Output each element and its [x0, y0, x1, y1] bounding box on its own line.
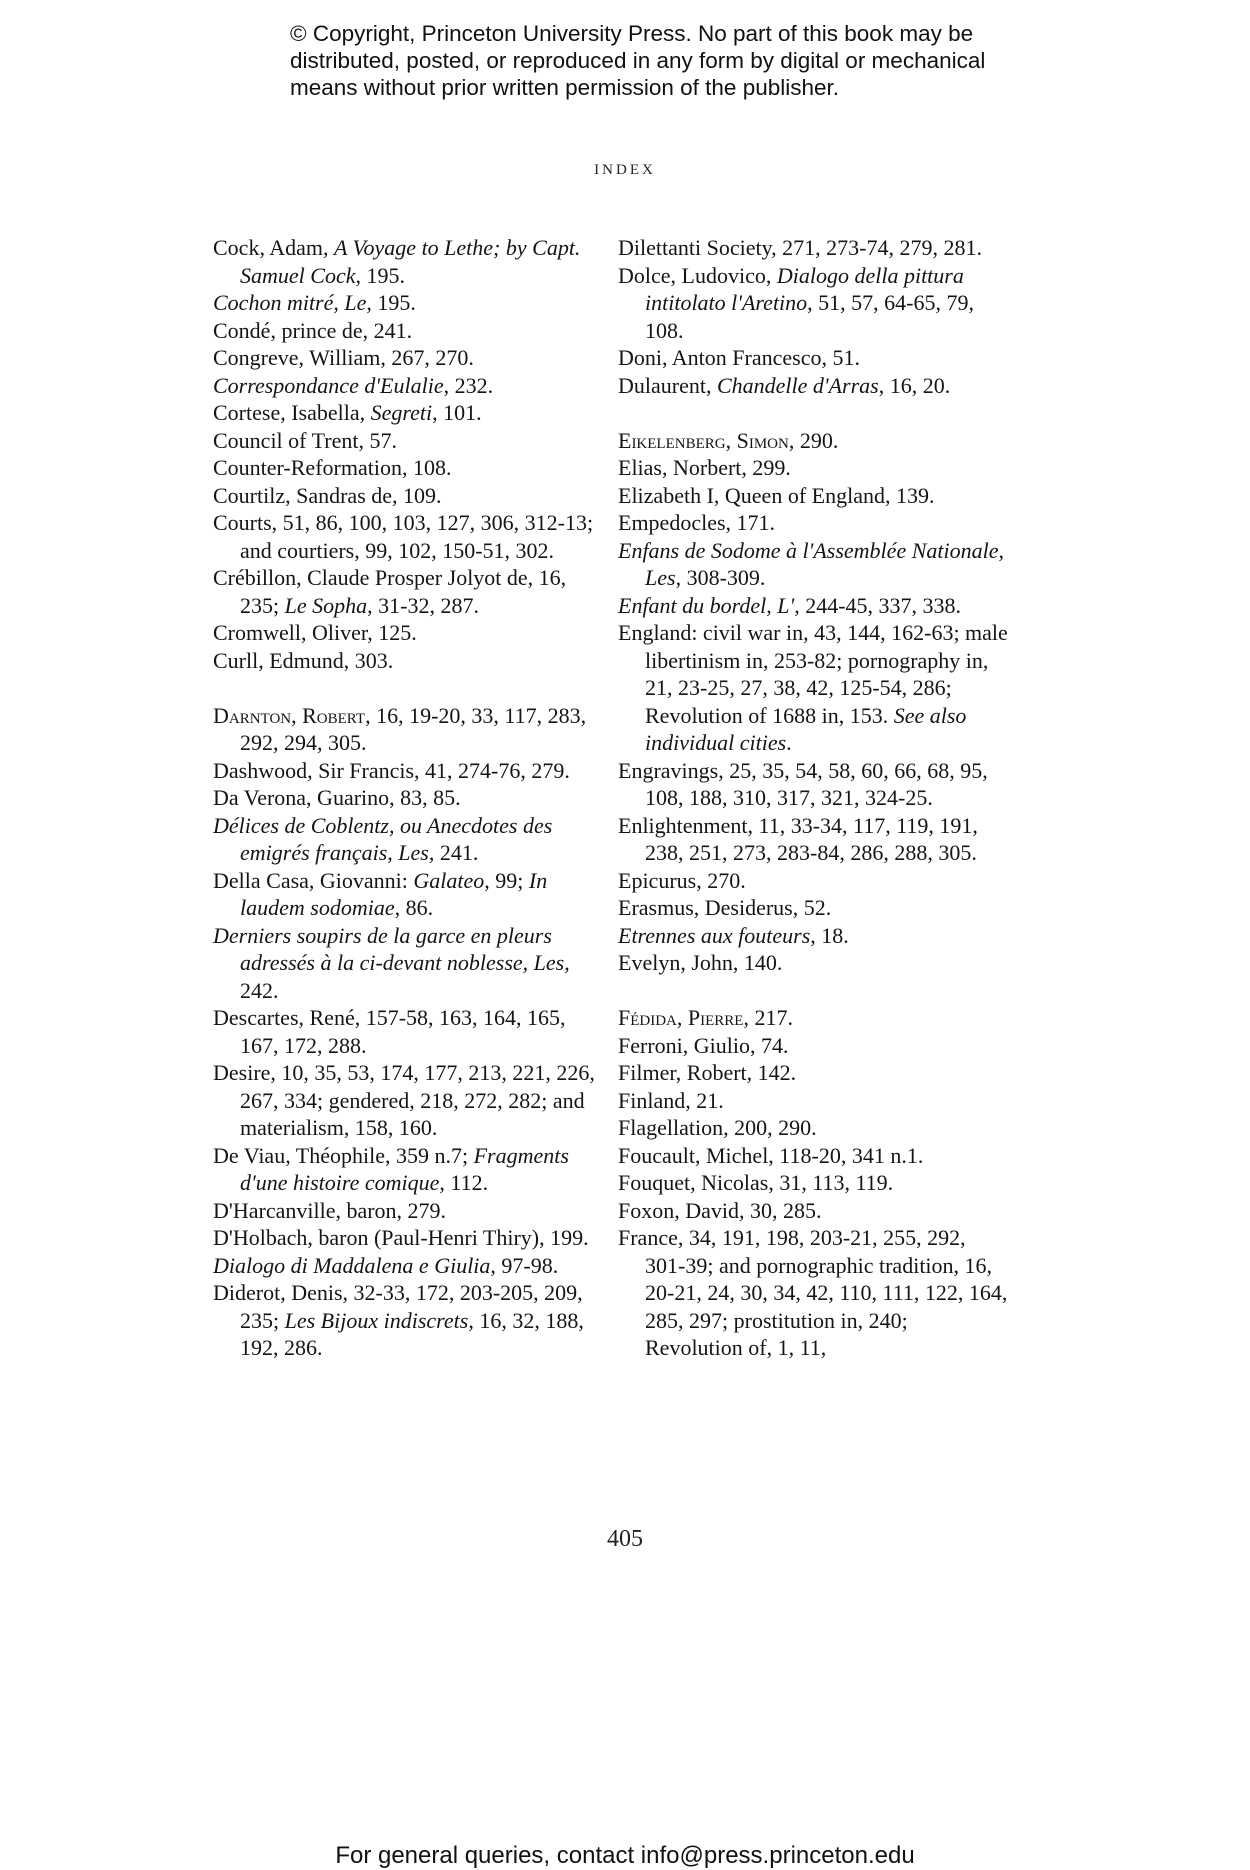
index-entry-text: In laudem sodomiae	[240, 867, 548, 920]
index-entry-text: , 16, 19-20, 33, 117, 283, 292, 294, 305.	[240, 702, 587, 755]
index-entry-text: , 217.	[743, 1005, 793, 1030]
index-entry-text: Darnton, Robert	[213, 702, 366, 728]
index-entry-text: Dialogo di Maddalena e Giulia	[213, 1252, 491, 1278]
index-entry-text: , 86.	[394, 895, 434, 920]
index-entry-text: Descartes, René, 157-58, 163, 164, 165, 167, 172, 288.	[213, 1005, 566, 1058]
index-entry	[213, 234, 603, 289]
index-entry-text: Filmer, Robert, 142.	[618, 1060, 797, 1085]
index-entry-text: Courts, 51, 86, 100, 103, 127, 306, 312-13; and courtiers, 99, 102, 150-51, 302.	[213, 510, 594, 563]
index-entry	[618, 1169, 1008, 1197]
index-entry	[618, 482, 1008, 510]
index-entry-text: , 308-309.	[675, 565, 766, 590]
index-entry	[618, 1059, 1008, 1087]
index-entry-text: Engravings, 25, 35, 54, 58, 60, 66, 68, 95, 108, 188, 310, 317, 321, 324-25.	[618, 757, 988, 810]
index-entry-text: Segreti	[370, 400, 433, 425]
index-entry	[213, 1142, 603, 1197]
index-entry	[618, 372, 1008, 400]
index-entry	[213, 564, 603, 619]
index-entry	[618, 1224, 1008, 1362]
index-column-left	[213, 234, 603, 1362]
index-entry	[618, 1004, 1008, 1032]
index-entry-text: Dolce, Ludovico,	[618, 262, 777, 288]
index-entry	[213, 1197, 603, 1225]
copyright-notice	[290, 20, 1030, 101]
index-entry-text: Eikelenberg, Simon	[618, 427, 789, 453]
index-entry	[618, 894, 1008, 922]
copyright-line: means without prior written permission of the publisher.	[290, 75, 840, 100]
index-entry-text: Condé, prince de, 241.	[213, 317, 413, 343]
index-entry-text: , 51, 57, 64-65, 79, 108.	[645, 290, 974, 343]
index-entry-text: Counter-Reformation, 108.	[213, 455, 452, 480]
index-entry	[213, 1059, 603, 1142]
index-entry	[213, 372, 603, 400]
index-entry-text: Congreve, William, 267, 270.	[213, 345, 474, 370]
index-entry	[213, 344, 603, 372]
index-entry-text: See also individual cities	[645, 702, 967, 755]
index-entry	[213, 702, 603, 757]
index-entry-text: Enlightenment, 11, 33-34, 117, 119, 191, 238, 251, 273, 283-84, 286, 288, 305.	[618, 812, 978, 865]
index-entry-text: Finland, 21.	[618, 1087, 724, 1113]
index-entry	[618, 509, 1008, 537]
index-entry-text: Epicurus, 270.	[618, 867, 746, 893]
index-entry	[213, 317, 603, 345]
index-entry	[213, 509, 603, 564]
index-entry-text: , 112.	[439, 1170, 489, 1195]
index-entry	[618, 1142, 1008, 1170]
index-entry-text: Desire, 10, 35, 53, 174, 177, 213, 221, 226, 267, 334; gendered, 218, 272, 282; and materialism, 158, 160.	[213, 1060, 595, 1140]
index-entry-text: , 16, 20.	[878, 372, 951, 398]
section-gap	[618, 977, 1008, 1005]
index-entry	[213, 289, 603, 317]
index-entry-text: A Voyage to Lethe; by Capt. Samuel Cock	[240, 235, 581, 288]
index-entry-text: , 195.	[355, 262, 405, 288]
index-entry-text: , 195.	[366, 290, 416, 315]
index-entry	[213, 1004, 603, 1059]
section-gap	[213, 674, 603, 702]
index-entry-text: Della Casa, Giovanni:	[213, 867, 414, 893]
running-head: INDEX	[594, 162, 656, 178]
index-column-right	[618, 234, 1008, 1362]
copyright-line: © Copyright, Princeton University Press. No part of this book may be	[290, 21, 974, 46]
index-entry	[213, 757, 603, 785]
index-entry-text: Dialogo della pittura intitolato l'Aretino	[645, 262, 964, 315]
index-entry-text: D'Harcanville, baron, 279.	[213, 1197, 447, 1223]
index-entry	[213, 454, 603, 482]
index-entry	[618, 454, 1008, 482]
index-entry-text: Courtilz, Sandras de, 109.	[213, 482, 442, 508]
index-entry	[213, 1252, 603, 1280]
index-entry	[213, 427, 603, 455]
index-entry	[618, 1032, 1008, 1060]
index-entry	[618, 1087, 1008, 1115]
index-entry-text: Fragments d'une histoire comique	[240, 1142, 569, 1195]
index-entry-text: Erasmus, Desiderus, 52.	[618, 895, 832, 920]
index-entry-text: Elias, Norbert, 299.	[618, 455, 791, 480]
index-entry-text: Le Sopha	[284, 592, 368, 618]
index-entry	[618, 344, 1008, 372]
index-entry	[618, 1114, 1008, 1142]
index-entry-text: , 31-32, 287.	[367, 592, 479, 618]
index-entry-text: , 16, 32, 188, 192, 286.	[240, 1307, 584, 1360]
index-entry	[618, 757, 1008, 812]
index-entry-text: Cochon mitré, Le	[213, 290, 367, 315]
index-entry-text: Derniers soupirs de la garce en pleurs adressés à la ci-devant noblesse, Les	[213, 922, 565, 975]
index-entry	[618, 427, 1008, 455]
index-entry-text: Foucault, Michel, 118-20, 341 n.1.	[618, 1142, 924, 1168]
index-entry	[213, 922, 603, 1005]
index-entry-text: Galateo	[413, 867, 485, 893]
index-entry-text: Cock, Adam,	[213, 235, 334, 260]
index-entry-text: D'Holbach, baron (Paul-Henri Thiry), 199.	[213, 1225, 589, 1250]
index-entry-text: De Viau, Théophile, 359 n.7;	[213, 1142, 474, 1168]
index-entry-text: Les Bijoux indiscrets	[284, 1307, 469, 1333]
index-entry	[618, 812, 1008, 867]
index-entry-text: Chandelle d'Arras	[716, 372, 879, 398]
index-entry-text: Fédida, Pierre	[618, 1005, 744, 1030]
index-entry	[618, 1197, 1008, 1225]
index-entry	[618, 619, 1008, 757]
index-entry-text: Diderot, Denis, 32-33, 172, 203-205, 209, 235;	[213, 1280, 583, 1333]
index-entry-text: Etrennes aux fouteurs	[618, 922, 811, 948]
index-entry-text: Elizabeth I, Queen of England, 139.	[618, 482, 935, 508]
index-entry	[213, 482, 603, 510]
index-entry	[618, 867, 1008, 895]
index-entry-text: Dashwood, Sir Francis, 41, 274-76, 279.	[213, 757, 570, 783]
index-entry-text: Dulaurent,	[618, 372, 717, 398]
index-entry-text: , 290.	[788, 427, 839, 453]
index-entry-text: Délices de Coblentz, ou Anecdotes des emigrés français, Les	[213, 812, 553, 865]
index-entry	[213, 399, 603, 427]
index-entry	[618, 262, 1008, 345]
index-entry	[213, 1224, 603, 1252]
index-entry	[213, 619, 603, 647]
index-entry-text: Curll, Edmund, 303.	[213, 647, 394, 673]
index-entry-text: Ferroni, Giulio, 74.	[618, 1032, 789, 1058]
index-entry-text: , 241.	[428, 840, 479, 865]
index-entry-text: Crébillon, Claude Prosper Jolyot de, 16, 235;	[213, 565, 567, 618]
index-entry-text: , 232.	[443, 372, 494, 398]
index-entry-text: France, 34, 191, 198, 203-21, 255, 292, 301-39; and pornographic tradition, 16, 20-21, 24, 30, 34, 42, 110, 111, 122, 164, 285, 297; prostitution in, 240; Revolution of, 1, 11,	[618, 1225, 1008, 1360]
index-entry	[618, 922, 1008, 950]
index-entry-text: Cromwell, Oliver, 125.	[213, 620, 417, 645]
index-entry-text: , 99;	[484, 867, 529, 893]
section-gap	[618, 399, 1008, 427]
index-entry-text: Evelyn, John, 140.	[618, 950, 783, 975]
index-entry	[213, 812, 603, 867]
index-entry-text: Foxon, David, 30, 285.	[618, 1197, 822, 1223]
index-entry-text: Cortese, Isabella,	[213, 400, 371, 425]
index-entry-text: .	[786, 730, 792, 755]
index-entry-text: Enfans de Sodome à l'Assemblée Nationale, Les	[618, 537, 1004, 590]
index-entry-text: , 242.	[240, 950, 570, 1003]
index-entry-text: , 244-45, 337, 338.	[794, 592, 962, 618]
index-entry-text: England: civil war in, 43, 144, 162-63; male libertinism in, 253-82; pornography in, 21, 23-25, 27, 38, 42, 125-54, 286; Revolution of 1688 in, 153.	[618, 620, 1008, 728]
index-entry	[618, 592, 1008, 620]
index-entry-text: Correspondance d'Eulalie	[213, 372, 444, 398]
index-entry-text: Doni, Anton Francesco, 51.	[618, 345, 860, 370]
footer-contact: For general queries, contact info@press.princeton.edu	[335, 1842, 915, 1869]
index-entry-text: Dilettanti Society, 271, 273-74, 279, 281.	[618, 235, 982, 260]
index-entry-text: Da Verona, Guarino, 83, 85.	[213, 785, 461, 810]
index-entry	[618, 234, 1008, 262]
index-entry	[618, 537, 1008, 592]
index-entry	[618, 949, 1008, 977]
index-entry-text: Fouquet, Nicolas, 31, 113, 119.	[618, 1170, 894, 1195]
index-entry-text: Enfant du bordel, L'	[618, 592, 795, 618]
index-entry-text: Empedocles, 171.	[618, 510, 776, 535]
index-entry	[213, 647, 603, 675]
index-entry	[213, 867, 603, 922]
index-entry-text: , 18.	[810, 922, 849, 948]
page-number: 405	[607, 1526, 643, 1552]
copyright-line: distributed, posted, or reproduced in any form by digital or mechanical	[290, 48, 986, 73]
index-entry	[213, 784, 603, 812]
index-entry	[213, 1279, 603, 1362]
index-entry-text: , 97-98.	[490, 1252, 559, 1278]
index-entry-text: Flagellation, 200, 290.	[618, 1115, 817, 1140]
index-entry-text: Council of Trent, 57.	[213, 427, 397, 453]
index-entry-text: , 101.	[432, 400, 482, 425]
